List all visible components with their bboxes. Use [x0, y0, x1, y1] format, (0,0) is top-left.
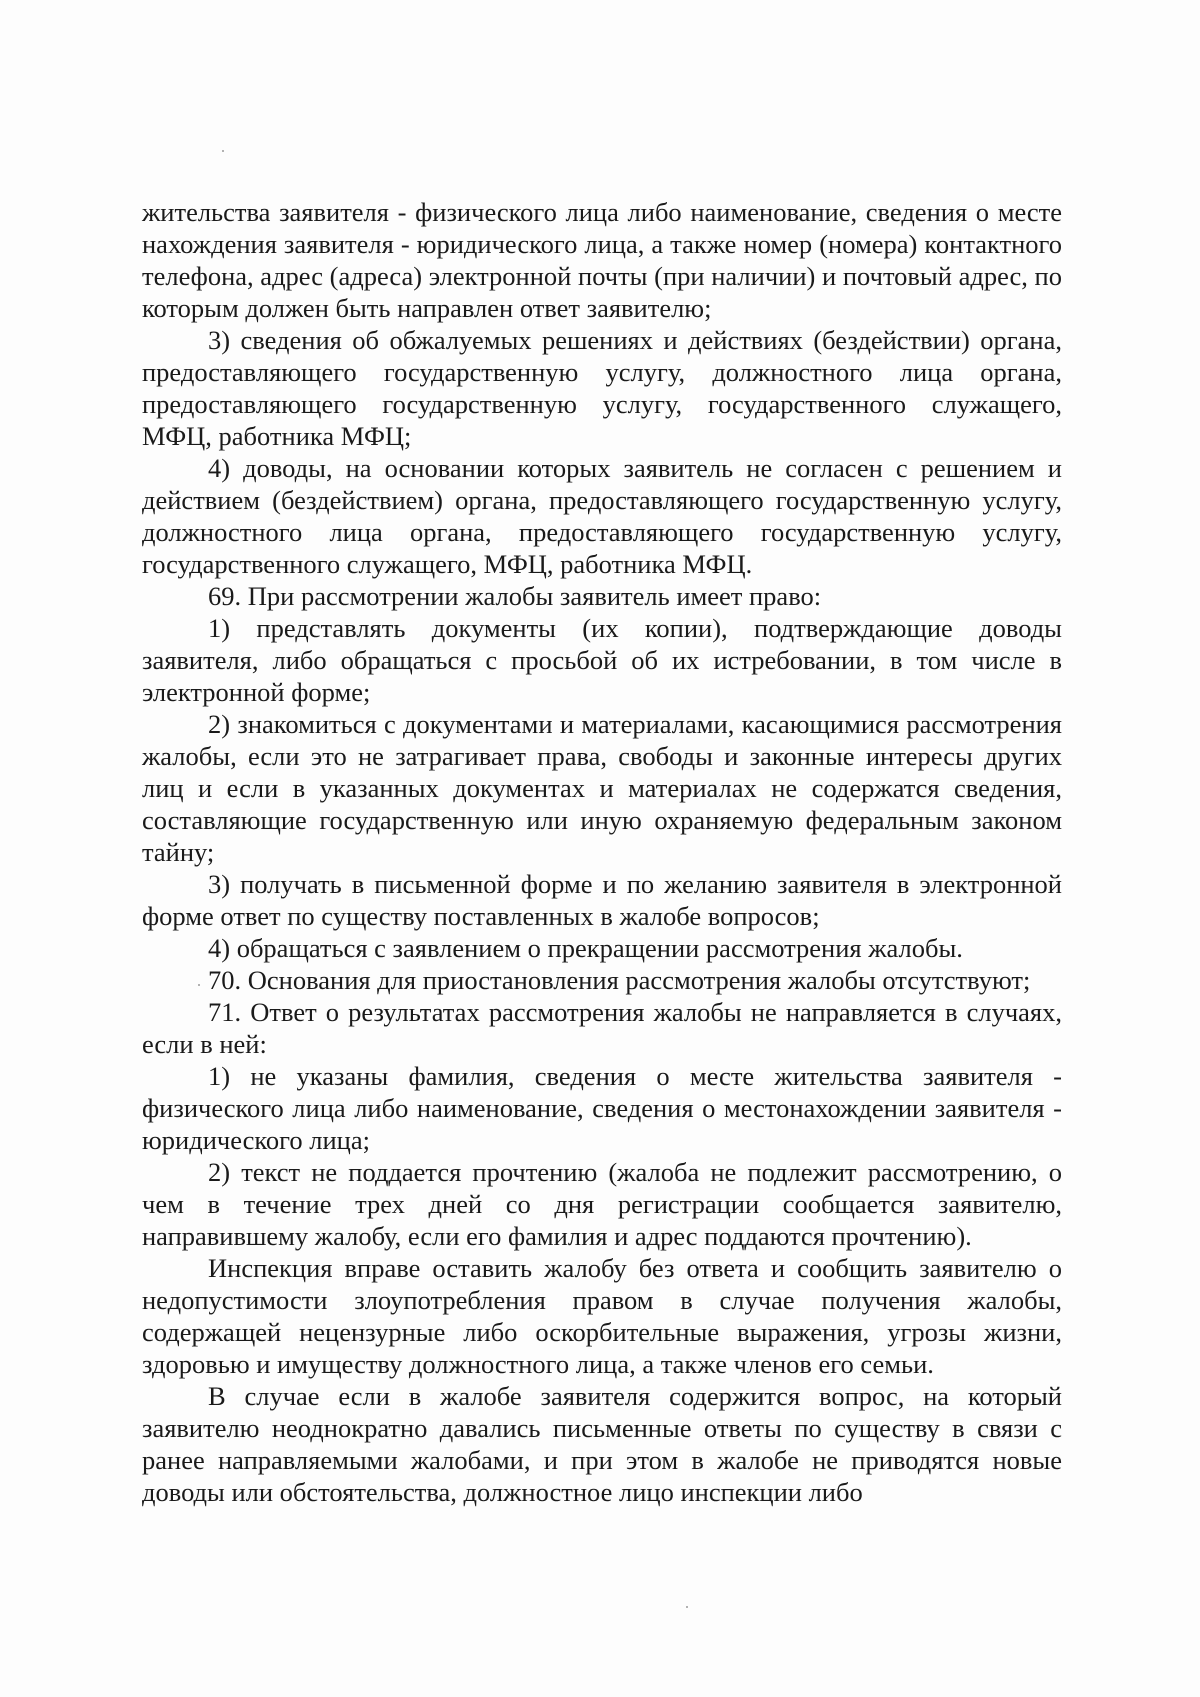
paragraph-continuation: жительства заявителя - физического лица либо наименование, сведения о месте нахождения заявителя - юридического лица, а также номер (номера) контактного телефона, адрес (адреса) электронной почты (при наличии) и почтовый адрес, по которым должен быть направлен ответ заявителю;	[142, 197, 1062, 323]
paragraph-70: 70. Основания для приостановления рассмотрения жалобы отсутствуют;	[208, 965, 1031, 995]
paragraph-69-item-2: 2) знакомиться с документами и материалами, касающимися рассмотрения жалобы, если это не затрагивает права, свободы и законные интересы других лиц и если в указанных документах и материалах не содержатся сведения, составляющие государственную или иную охраняемую федеральным законом тайну;	[142, 709, 1062, 867]
scan-speck	[198, 984, 200, 986]
document-body	[142, 196, 1062, 1508]
paragraph-69-item-1: 1) представлять документы (их копии), подтверждающие доводы заявителя, либо обращаться с просьбой об их истребовании, в том числе в электронной форме;	[142, 613, 1062, 707]
paragraph-69-item-3: 3) получать в письменной форме и по желанию заявителя в электронной форме ответ по существу поставленных в жалобе вопросов;	[142, 869, 1062, 931]
paragraph-69-item-4: 4) обращаться с заявлением о прекращении рассмотрения жалобы.	[208, 933, 963, 963]
paragraph-item-4: 4) доводы, на основании которых заявитель не согласен с решением и действием (бездействием) органа, предоставляющего государственную услугу, должностного лица органа, предоставляющего государственную услугу, государственного служащего, МФЦ, работника МФЦ.	[142, 453, 1062, 579]
paragraph-repeated-question: В случае если в жалобе заявителя содержится вопрос, на который заявителю неоднократно давались письменные ответы по существу в связи с ранее направляемыми жалобами, и при этом в жалобе не приводятся новые доводы или обстоятельства, должностное лицо инспекции либо	[142, 1381, 1062, 1507]
paragraph-inspection-right: Инспекция вправе оставить жалобу без ответа и сообщить заявителю о недопустимости злоупотребления правом в случае получения жалобы, содержащей нецензурные либо оскорбительные выражения, угрозы жизни, здоровью и имуществу должностного лица, а также членов его семьи.	[142, 1253, 1062, 1379]
paragraph-item-3: 3) сведения об обжалуемых решениях и действиях (бездействии) органа, предоставляющего государственную услугу, должностного лица органа, предоставляющего государственную услугу, государственного служащего, МФЦ, работника МФЦ;	[142, 325, 1062, 451]
scan-speck	[222, 150, 224, 152]
paragraph-69: 69. При рассмотрении жалобы заявитель имеет право:	[208, 581, 822, 611]
paragraph-71-item-1: 1) не указаны фамилия, сведения о месте жительства заявителя - физического лица либо наименование, сведения о местонахождении заявителя - юридического лица;	[142, 1061, 1062, 1155]
scan-speck	[686, 1606, 688, 1608]
paragraph-71: 71. Ответ о результатах рассмотрения жалобы не направляется в случаях, если в ней:	[142, 997, 1062, 1059]
paragraph-71-item-2: 2) текст не поддается прочтению (жалоба не подлежит рассмотрению, о чем в течение трех дней со дня регистрации сообщается заявителю, направившему жалобу, если его фамилия и адрес поддаются прочтению).	[142, 1157, 1062, 1251]
